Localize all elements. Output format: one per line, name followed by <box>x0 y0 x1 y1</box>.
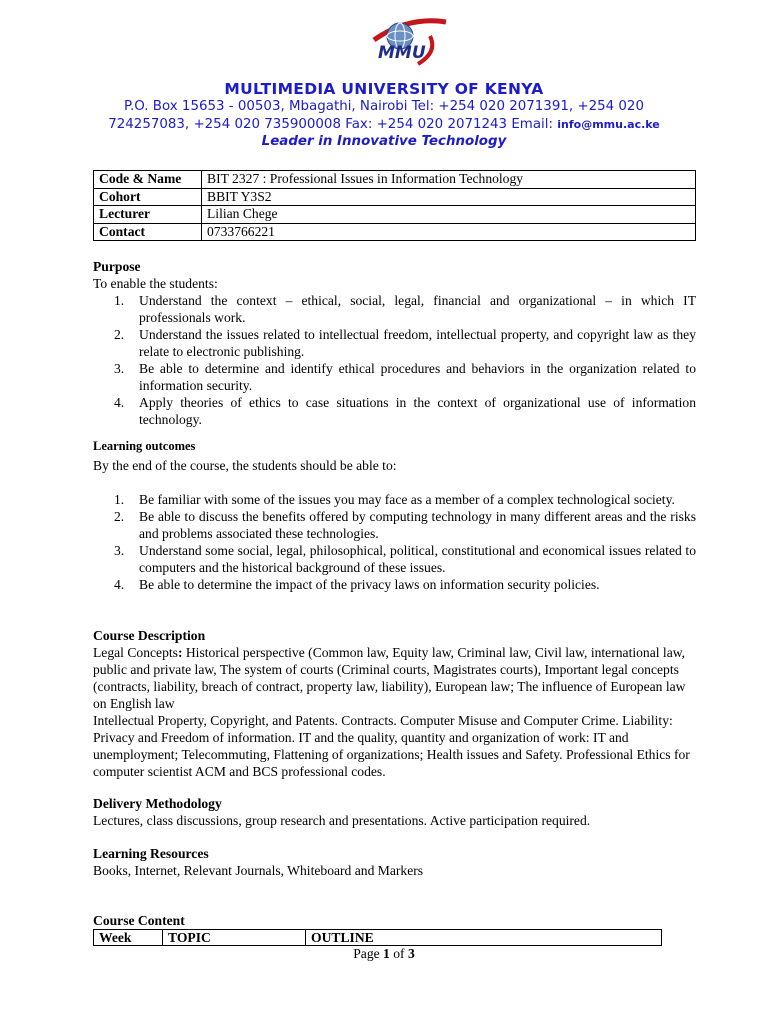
purpose-heading: Purpose <box>93 259 141 274</box>
purpose-item-text: Understand the context – ethical, social, legal, financial and organizational – in which IT professionals work. <box>139 293 696 325</box>
tagline: Leader in Innovative Technology <box>261 134 507 149</box>
purpose-section <box>93 258 696 428</box>
list-item: 2. Be able to discuss the benefits offered by computing technology in many different areas and the risks and problems associated these technologies. <box>114 509 696 541</box>
legal-concepts-colon: : <box>177 645 183 660</box>
course-content-heading: Course Content <box>93 913 185 928</box>
resources-text: Books, Internet, Relevant Journals, Whiteboard and Markers <box>93 863 424 878</box>
purpose-list <box>93 292 696 428</box>
address-line-2-text: 724257083, +254 020 735900008 Fax: +254 020 2071243 Email: <box>108 117 553 132</box>
address-line-2 <box>0 117 768 132</box>
outcome-item-text: Understand some social, legal, philosophical, political, constitutional and economical issues related to computers and the historical background of these issues. <box>139 543 696 575</box>
contact-label: Contact <box>94 223 202 241</box>
resources-section <box>93 845 696 879</box>
course-description-heading: Course Description <box>93 628 206 643</box>
list-item: 1. Understand the context – ethical, social, legal, financial and organizational – in which IT professionals work. <box>114 293 696 325</box>
table-row <box>94 206 696 224</box>
course-description-paragraph-2: Intellectual Property, Copyright, and Patents. Contracts. Computer Misuse and Computer Crime. Liability: Privacy and Freedom of information. IT and the quality, quantity and organization of work: IT and unemployment; Telecommuting, Flattening of organizations; Health issues and Safety. Professional Ethics for computer scientist ACM and BCS professional codes. <box>93 713 690 779</box>
outcome-item-text: Be familiar with some of the issues you may face as a member of a complex technological society. <box>139 492 675 507</box>
lecturer-label: Lecturer <box>94 206 202 224</box>
purpose-intro: To enable the students: <box>93 276 218 291</box>
delivery-heading: Delivery Methodology <box>93 796 222 811</box>
page-number: 1 <box>383 946 390 961</box>
cohort-value: BBIT Y3S2 <box>202 188 696 206</box>
learning-outcomes-list <box>93 491 696 593</box>
learning-outcomes-intro: By the end of the course, the students should be able to: <box>93 458 397 473</box>
mmu-logo <box>368 12 452 72</box>
course-content-table <box>93 929 662 946</box>
outcome-item-text: Be able to determine the impact of the privacy laws on information security policies. <box>139 577 600 592</box>
lecturer-value: Lilian Chege <box>202 206 696 224</box>
list-item: 3. Be able to determine and identify ethical procedures and behaviors in the organization related to information security. <box>114 361 696 393</box>
page-prefix: Page <box>353 946 384 961</box>
table-row <box>94 223 696 241</box>
learning-outcomes-heading: Learning outcomes <box>93 439 196 453</box>
column-header-topic: TOPIC <box>163 930 306 946</box>
list-item: 3. Understand some social, legal, philosophical, political, constitutional and economical issues related to computers and the historical background of these issues. <box>114 543 696 575</box>
delivery-text: Lectures, class discussions, group research and presentations. Active participation required. <box>93 813 591 828</box>
university-name: MULTIMEDIA UNIVERSITY OF KENYA <box>224 80 544 98</box>
column-header-week: Week <box>94 930 163 946</box>
learning-outcomes-section <box>93 438 696 593</box>
list-item: 4. Apply theories of ethics to case situations in the context of organizational use of information technology. <box>114 395 696 427</box>
legal-concepts-text: Historical perspective (Common law, Equity law, Criminal law, Civil law, international law, public and private law, The system of courts (Criminal courts, Magistrates courts), Important legal concepts (contracts, liability, breach of contract, property law, liability), European law; The influence of European law on English law <box>93 645 686 711</box>
legal-concepts-label: Legal Concepts <box>93 645 178 660</box>
resources-heading: Learning Resources <box>93 846 209 861</box>
legal-concepts-paragraph <box>93 644 696 712</box>
list-item: 2. Understand the issues related to intellectual freedom, intellectual property, and copyright law as they relate to electronic publishing. <box>114 327 696 359</box>
cohort-label: Cohort <box>94 188 202 206</box>
code-label: Code & Name <box>94 171 202 189</box>
purpose-item-text: Understand the issues related to intellectual freedom, intellectual property, and copyright law as they relate to electronic publishing. <box>139 327 696 359</box>
list-item: 1. Be familiar with some of the issues you may face as a member of a complex technological society. <box>114 492 675 507</box>
address-line-1: P.O. Box 15653 - 00503, Mbagathi, Nairobi Tel: +254 020 2071391, +254 020 <box>124 99 644 114</box>
page-total: 3 <box>407 946 415 961</box>
email-link[interactable]: info@mmu.ac.ke <box>557 118 660 131</box>
contact-value: 0733766221 <box>202 223 696 241</box>
logo-text: MMU <box>378 43 426 63</box>
list-item: 4. Be able to determine the impact of the privacy laws on information security policies. <box>114 577 600 592</box>
table-row <box>94 188 696 206</box>
page-counter <box>0 946 768 962</box>
outcome-item-text: Be able to discuss the benefits offered by computing technology in many different areas and the risks and problems associated these technologies. <box>139 509 696 541</box>
purpose-item-text: Be able to determine and identify ethical procedures and behaviors in the organization related to information security. <box>139 361 696 393</box>
course-description-section <box>93 627 696 780</box>
table-header-row <box>94 930 662 946</box>
delivery-section <box>93 795 696 829</box>
page-of: of <box>389 946 408 961</box>
column-header-outline: OUTLINE <box>306 930 662 946</box>
code-value: BIT 2327 : Professional Issues in Information Technology <box>202 171 696 189</box>
purpose-item-text: Apply theories of ethics to case situations in the context of organizational use of information technology. <box>139 395 696 427</box>
table-row <box>94 171 696 189</box>
course-info-table <box>93 170 696 241</box>
